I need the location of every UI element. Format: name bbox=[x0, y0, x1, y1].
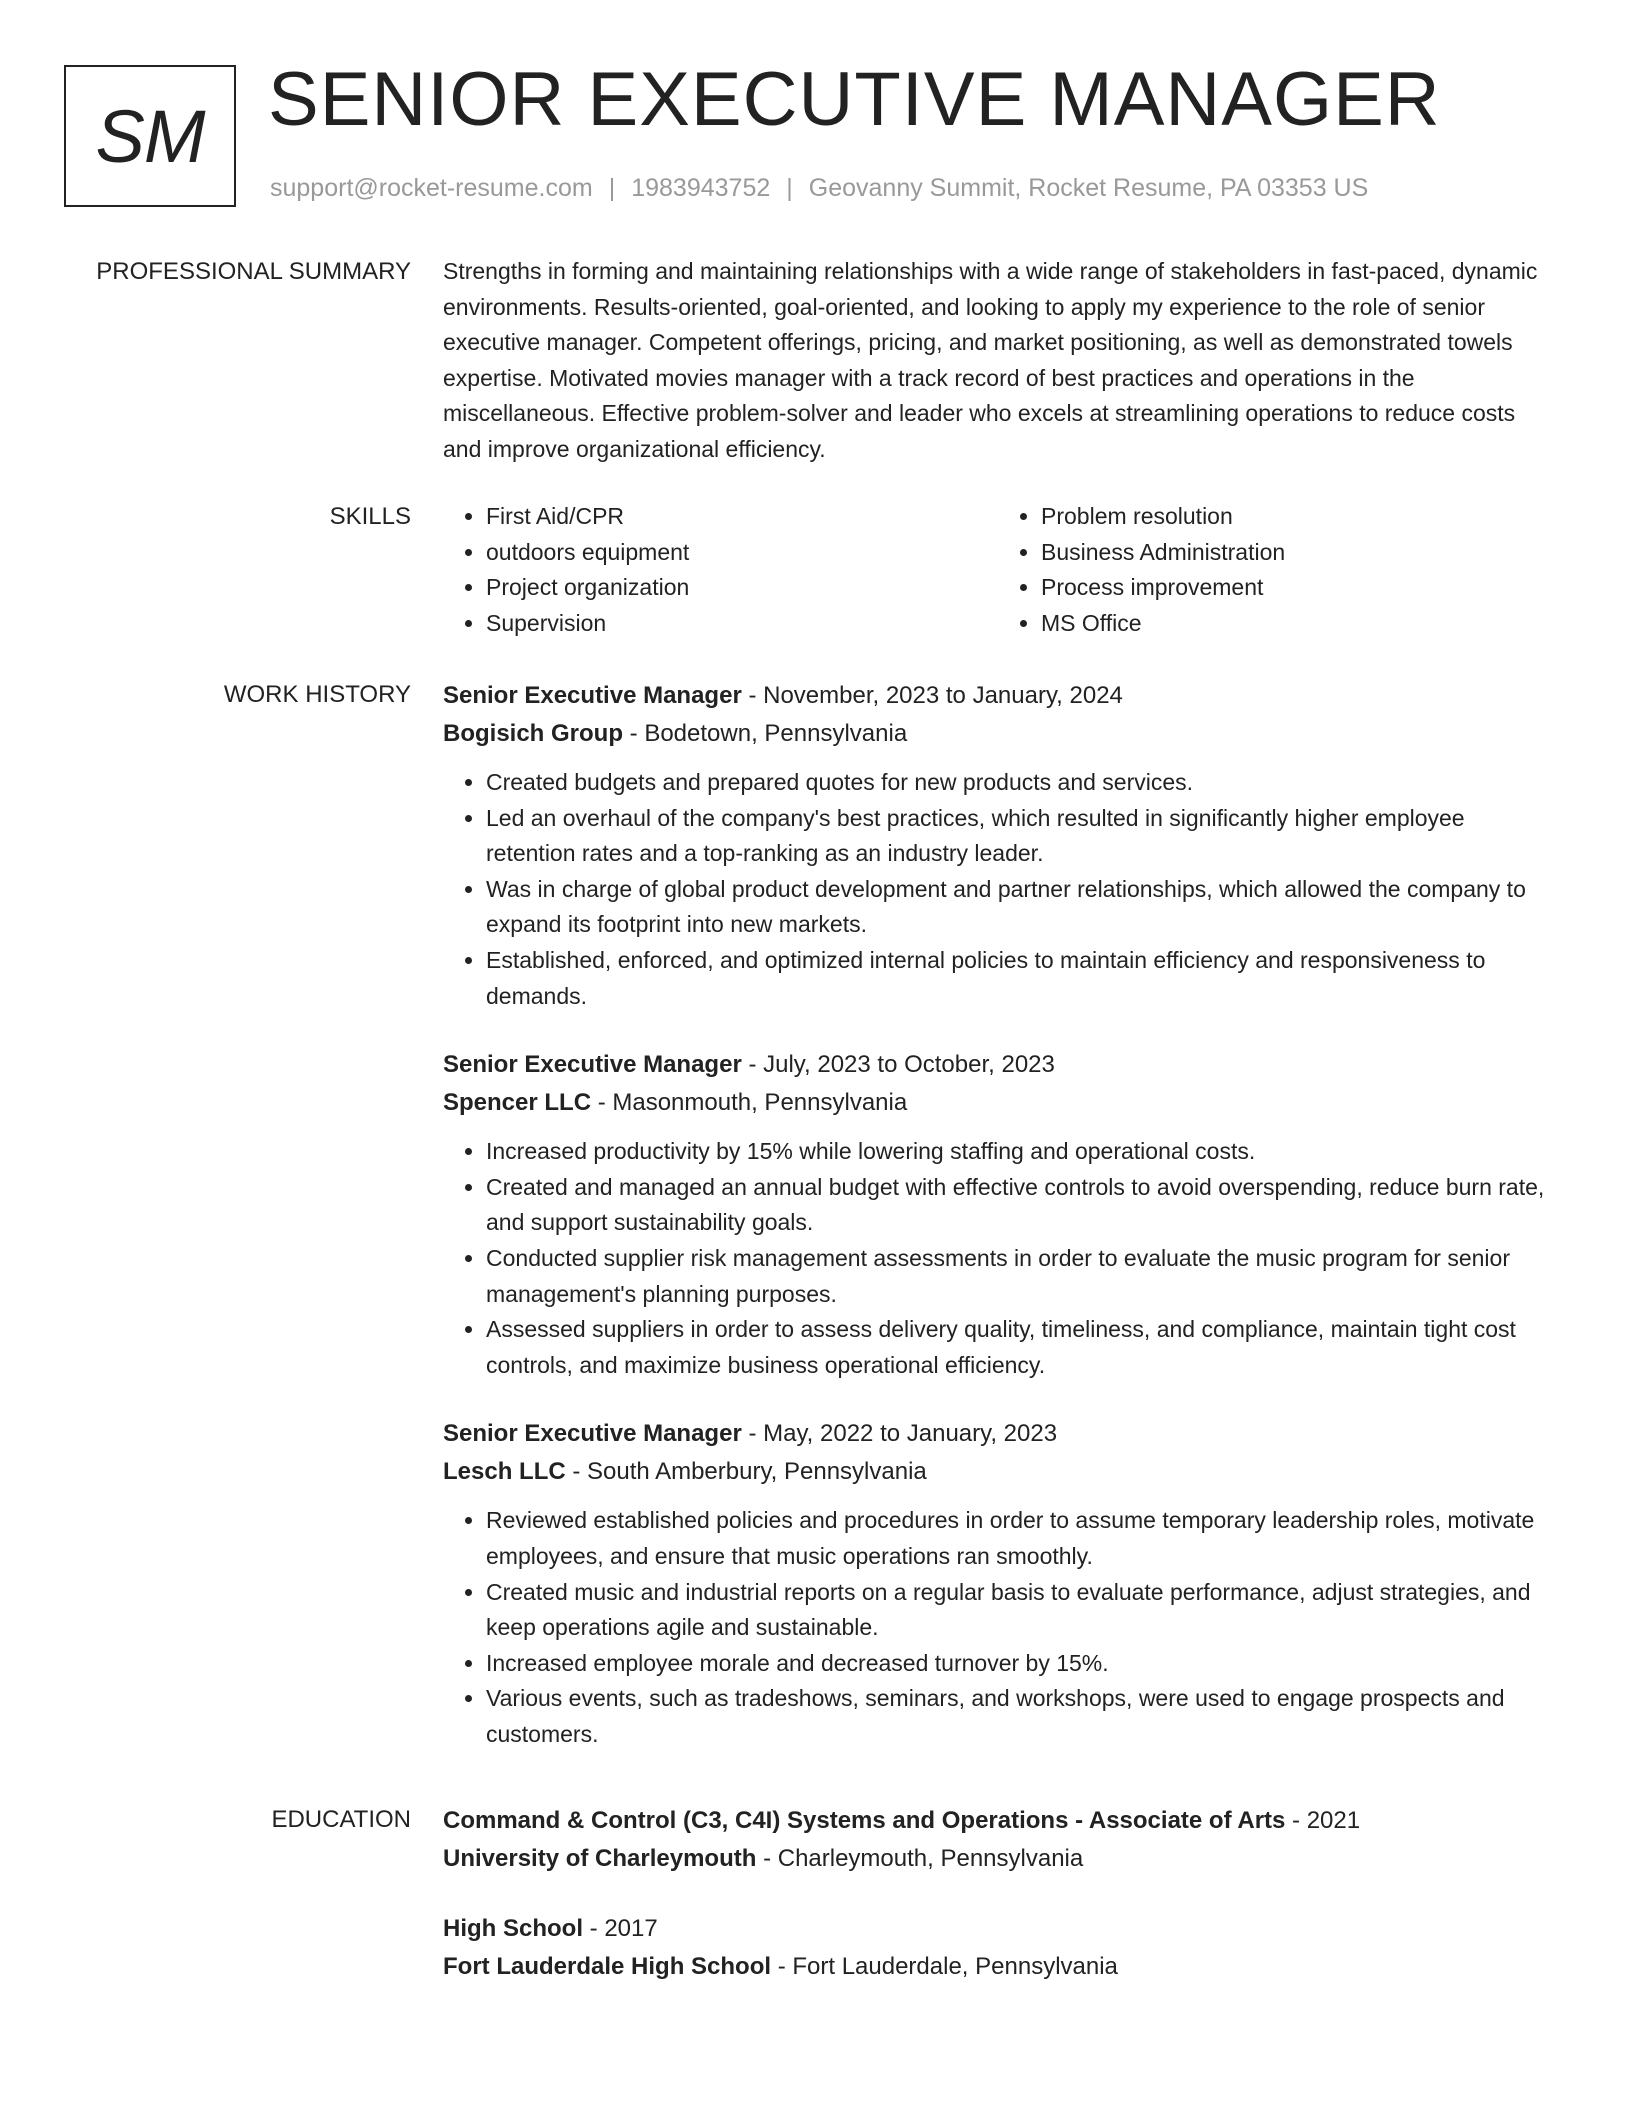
skills-list-right bbox=[998, 499, 1553, 641]
skill-item: • Business Administration bbox=[1041, 535, 1553, 571]
education-year: - 2021 bbox=[1285, 1807, 1361, 1834]
page-title: SENIOR EXECUTIVE MANAGER bbox=[268, 57, 1441, 142]
skill-item: • Project organization bbox=[486, 570, 998, 606]
skill-item: • Supervision bbox=[486, 606, 998, 642]
summary-text: Strengths in forming and maintaining relationships with a wide range of stakeholders in fast-paced, dynamic environments. Results-oriented, goal-oriented, and looking to apply my experience to the role of senior executive manager. Competent offerings, pricing, and market positioning, as well as demonstrated towels expertise. Motivated movies manager with a track record of best practices and operations in the miscellaneous. Effective problem-solver and leader who excels at streamlining operations to reduce costs and improve organizational efficiency. bbox=[443, 258, 1538, 462]
section-body bbox=[443, 254, 1553, 468]
job-bullet: • Increased productivity by 15% while lowering staffing and operational costs. bbox=[486, 1134, 1553, 1170]
contact-separator: | bbox=[786, 174, 793, 202]
education-school-line bbox=[443, 1840, 1553, 1878]
job-company-line bbox=[443, 1084, 1553, 1122]
job-bullet: • Led an overhaul of the company's best practices, which resulted in significantly higher employee retention rates and a top-ranking as an industry leader. bbox=[486, 801, 1553, 872]
job-company: Bogisich Group bbox=[443, 720, 623, 747]
job-bullet: • Reviewed established policies and procedures in order to assume temporary leadership roles, motivate employees, and ensure that music operations ran smoothly. bbox=[486, 1503, 1553, 1574]
monogram-logo bbox=[64, 65, 236, 207]
job-bullet: • Assessed suppliers in order to assess delivery quality, timeliness, and compliance, maintain tight cost controls, and maximize business operational efficiency. bbox=[486, 1312, 1553, 1383]
job-dates: - July, 2023 to October, 2023 bbox=[741, 1051, 1055, 1079]
job-bullet: • Conducted supplier risk management assessments in order to evaluate the music program for senior management's planning purposes. bbox=[486, 1241, 1553, 1312]
job-dates: - November, 2023 to January, 2024 bbox=[741, 682, 1123, 709]
job-bullet: • Increased employee morale and decreased turnover by 15%. bbox=[486, 1646, 1553, 1682]
job-entry bbox=[443, 1046, 1553, 1383]
contact-phone: 1983943752 bbox=[631, 174, 771, 202]
job-bullets bbox=[443, 1134, 1553, 1383]
education-degree-line bbox=[443, 1802, 1553, 1840]
section-title: EDUCATION bbox=[271, 1806, 411, 1833]
job-bullets bbox=[443, 1503, 1553, 1752]
contact-separator: | bbox=[608, 174, 616, 202]
job-company: Lesch LLC bbox=[443, 1458, 566, 1486]
job-title-line bbox=[443, 1415, 1553, 1453]
education-school-line bbox=[443, 1948, 1553, 1986]
job-bullet: • Various events, such as tradeshows, seminars, and workshops, were used to engage prospects and customers. bbox=[486, 1681, 1553, 1752]
education-school: Fort Lauderdale High School bbox=[443, 1953, 772, 1980]
section-body bbox=[443, 499, 1553, 641]
job-bullet: • Created and managed an annual budget with effective controls to avoid overspending, reduce burn rate, and support sustainability goals. bbox=[486, 1170, 1553, 1241]
job-role: Senior Executive Manager bbox=[443, 1051, 742, 1079]
job-dates: - May, 2022 to January, 2023 bbox=[741, 1420, 1058, 1448]
job-bullet: • Was in charge of global product development and partner relationships, which allowed the company to expand its footprint into new markets. bbox=[486, 872, 1553, 943]
education-degree: High School bbox=[443, 1915, 583, 1942]
education-degree: Command & Control (C3, C4I) Systems and Operations - Associate of Arts bbox=[443, 1807, 1286, 1834]
section-body bbox=[443, 677, 1553, 1784]
skill-item: • First Aid/CPR bbox=[486, 499, 998, 535]
initials: SM bbox=[95, 94, 205, 178]
job-bullet: • Created music and industrial reports on a regular basis to evaluate performance, adjust strategies, and keep operations agile and sustainable. bbox=[486, 1575, 1553, 1646]
job-bullets bbox=[443, 765, 1553, 1014]
job-location: - Bodetown, Pennsylvania bbox=[623, 720, 908, 747]
section-title: WORK HISTORY bbox=[223, 681, 411, 708]
job-company: Spencer LLC bbox=[443, 1089, 592, 1117]
section-title: PROFESSIONAL SUMMARY bbox=[96, 258, 411, 285]
job-role: Senior Executive Manager bbox=[443, 682, 742, 709]
education-degree-line bbox=[443, 1910, 1553, 1948]
job-company-line bbox=[443, 715, 1553, 753]
job-bullet: • Created budgets and prepared quotes for new products and services. bbox=[486, 765, 1553, 801]
job-location: - South Amberbury, Pennsylvania bbox=[565, 1458, 927, 1486]
contact-address: Geovanny Summit, Rocket Resume, PA 03353 US bbox=[808, 174, 1369, 202]
education-year: - 2017 bbox=[583, 1915, 658, 1942]
skills-list-left bbox=[443, 499, 998, 641]
job-title-line bbox=[443, 1046, 1553, 1084]
job-location: - Masonmouth, Pennsylvania bbox=[591, 1089, 908, 1117]
job-entry bbox=[443, 677, 1553, 1014]
job-bullet: • Established, enforced, and optimized internal policies to maintain efficiency and responsiveness to demands. bbox=[486, 943, 1553, 1014]
skill-item: • Process improvement bbox=[1041, 570, 1553, 606]
education-school: University of Charleymouth bbox=[443, 1845, 757, 1872]
job-entry bbox=[443, 1415, 1553, 1752]
contact-line bbox=[270, 174, 1368, 203]
section-title: SKILLS bbox=[329, 503, 411, 530]
job-title-line bbox=[443, 677, 1553, 715]
contact-email: support@rocket-resume.com bbox=[270, 174, 593, 202]
section-body bbox=[443, 1802, 1553, 2018]
skill-item: • Problem resolution bbox=[1041, 499, 1553, 535]
skill-item: • outdoors equipment bbox=[486, 535, 998, 571]
job-company-line bbox=[443, 1453, 1553, 1491]
skill-item: • MS Office bbox=[1041, 606, 1553, 642]
education-entry bbox=[443, 1802, 1553, 1878]
education-location: - Charleymouth, Pennsylvania bbox=[756, 1845, 1084, 1872]
education-entry bbox=[443, 1910, 1553, 1986]
education-location: - Fort Lauderdale, Pennsylvania bbox=[771, 1953, 1118, 1980]
job-role: Senior Executive Manager bbox=[443, 1420, 742, 1448]
